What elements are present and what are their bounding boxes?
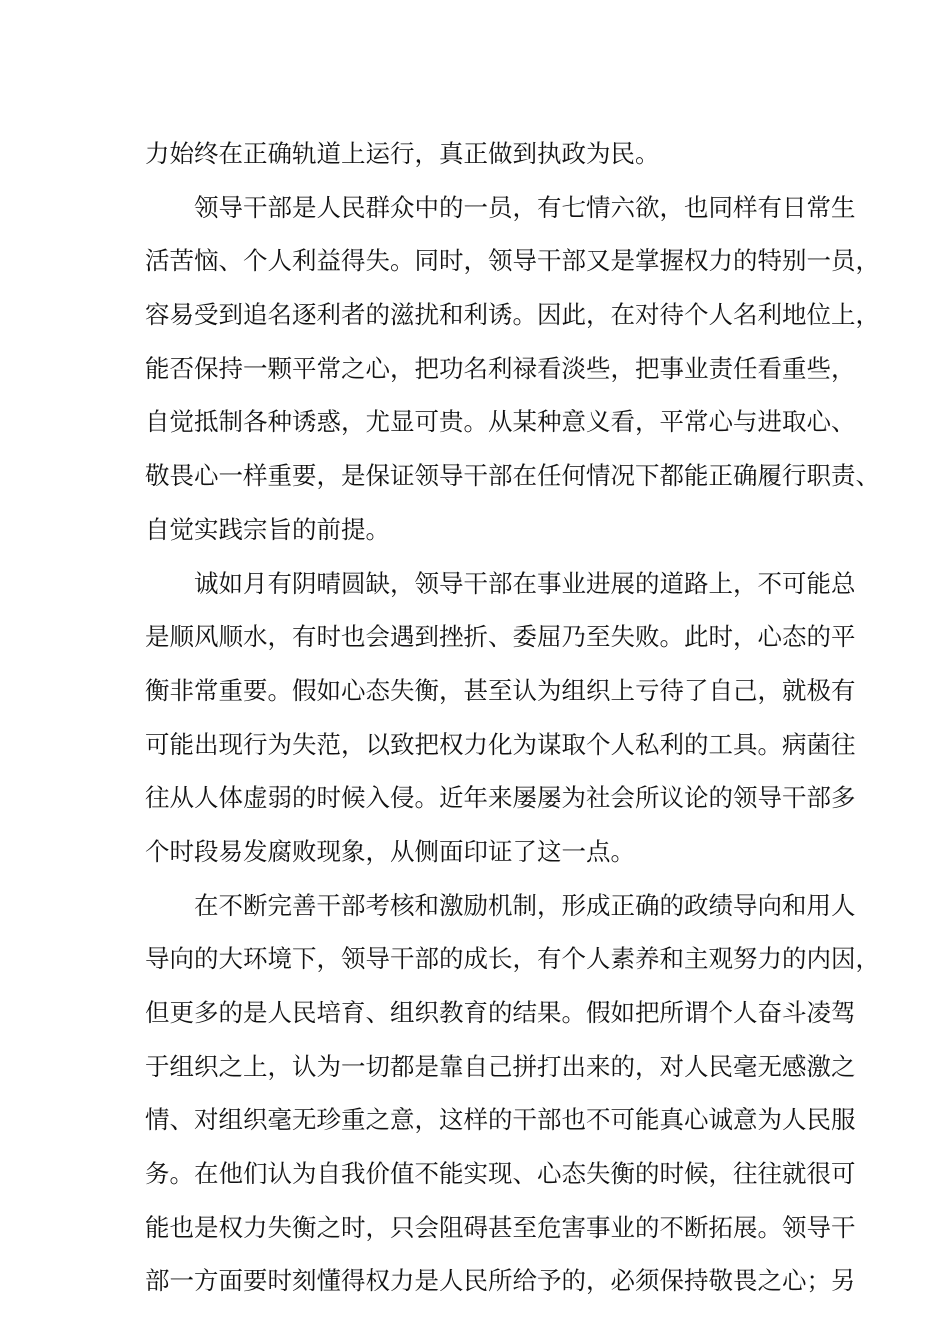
text-line: 情、对组织毫无珍重之意，这样的干部也不可能真心诚意为人民服 bbox=[145, 1105, 856, 1135]
text-line: 敬畏心一样重要，是保证领导干部在任何情况下都能正确履行职责、 bbox=[145, 461, 880, 491]
text-line: 个时段易发腐败现象，从侧面印证了这一点。 bbox=[145, 836, 635, 866]
text-line: 自觉抵制各种诱惑，尤显可贵。从某种意义看，平常心与进取心、 bbox=[145, 407, 856, 437]
text-line: 能否保持一颗平常之心，把功名利禄看淡些，把事业责任看重些， bbox=[145, 353, 856, 383]
text-line: 往从人体虚弱的时候入侵。近年来屡屡为社会所议论的领导干部多 bbox=[145, 783, 856, 813]
text-line: 可能出现行为失范，以致把权力化为谋取个人私利的工具。病菌往 bbox=[145, 729, 856, 759]
text-line: 力始终在正确轨道上运行，真正做到执政为民。 bbox=[145, 139, 660, 168]
text-line: 导向的大环境下，领导干部的成长，有个人素养和主观努力的内因， bbox=[145, 944, 880, 974]
text-line: 部一方面要时刻懂得权力是人民所给予的，必须保持敬畏之心；另 bbox=[145, 1266, 856, 1296]
document-body bbox=[145, 127, 880, 1308]
text-line: 在不断完善干部考核和激励机制，形成正确的政绩导向和用人 bbox=[194, 890, 856, 920]
text-line: 是顺风顺水，有时也会遇到挫折、委屈乃至失败。此时，心态的平 bbox=[145, 622, 856, 652]
text-line: 于组织之上，认为一切都是靠自己拼打出来的，对人民毫无感激之 bbox=[145, 1051, 856, 1081]
text-line: 诚如月有阴晴圆缺，领导干部在事业进展的道路上，不可能总 bbox=[194, 568, 856, 598]
text-line: 活苦恼、个人利益得失。同时，领导干部又是掌握权力的特别一员， bbox=[145, 246, 880, 276]
text-line: 务。在他们认为自我价值不能实现、心态失衡的时候，往往就很可 bbox=[145, 1159, 856, 1189]
text-line: 衡非常重要。假如心态失衡，甚至认为组织上亏待了自己，就极有 bbox=[145, 675, 856, 705]
text-line: 但更多的是人民培育、组织教育的结果。假如把所谓个人奋斗凌驾 bbox=[145, 998, 856, 1027]
text-line: 能也是权力失衡之时，只会阻碍甚至危害事业的不断拓展。领导干 bbox=[145, 1212, 856, 1242]
text-line: 容易受到追名逐利者的滋扰和利诱。因此，在对待个人名利地位上， bbox=[145, 300, 880, 330]
text-line: 领导干部是人民群众中的一员，有七情六欲，也同样有日常生 bbox=[194, 192, 856, 222]
text-line: 自觉实践宗旨的前提。 bbox=[145, 514, 390, 544]
